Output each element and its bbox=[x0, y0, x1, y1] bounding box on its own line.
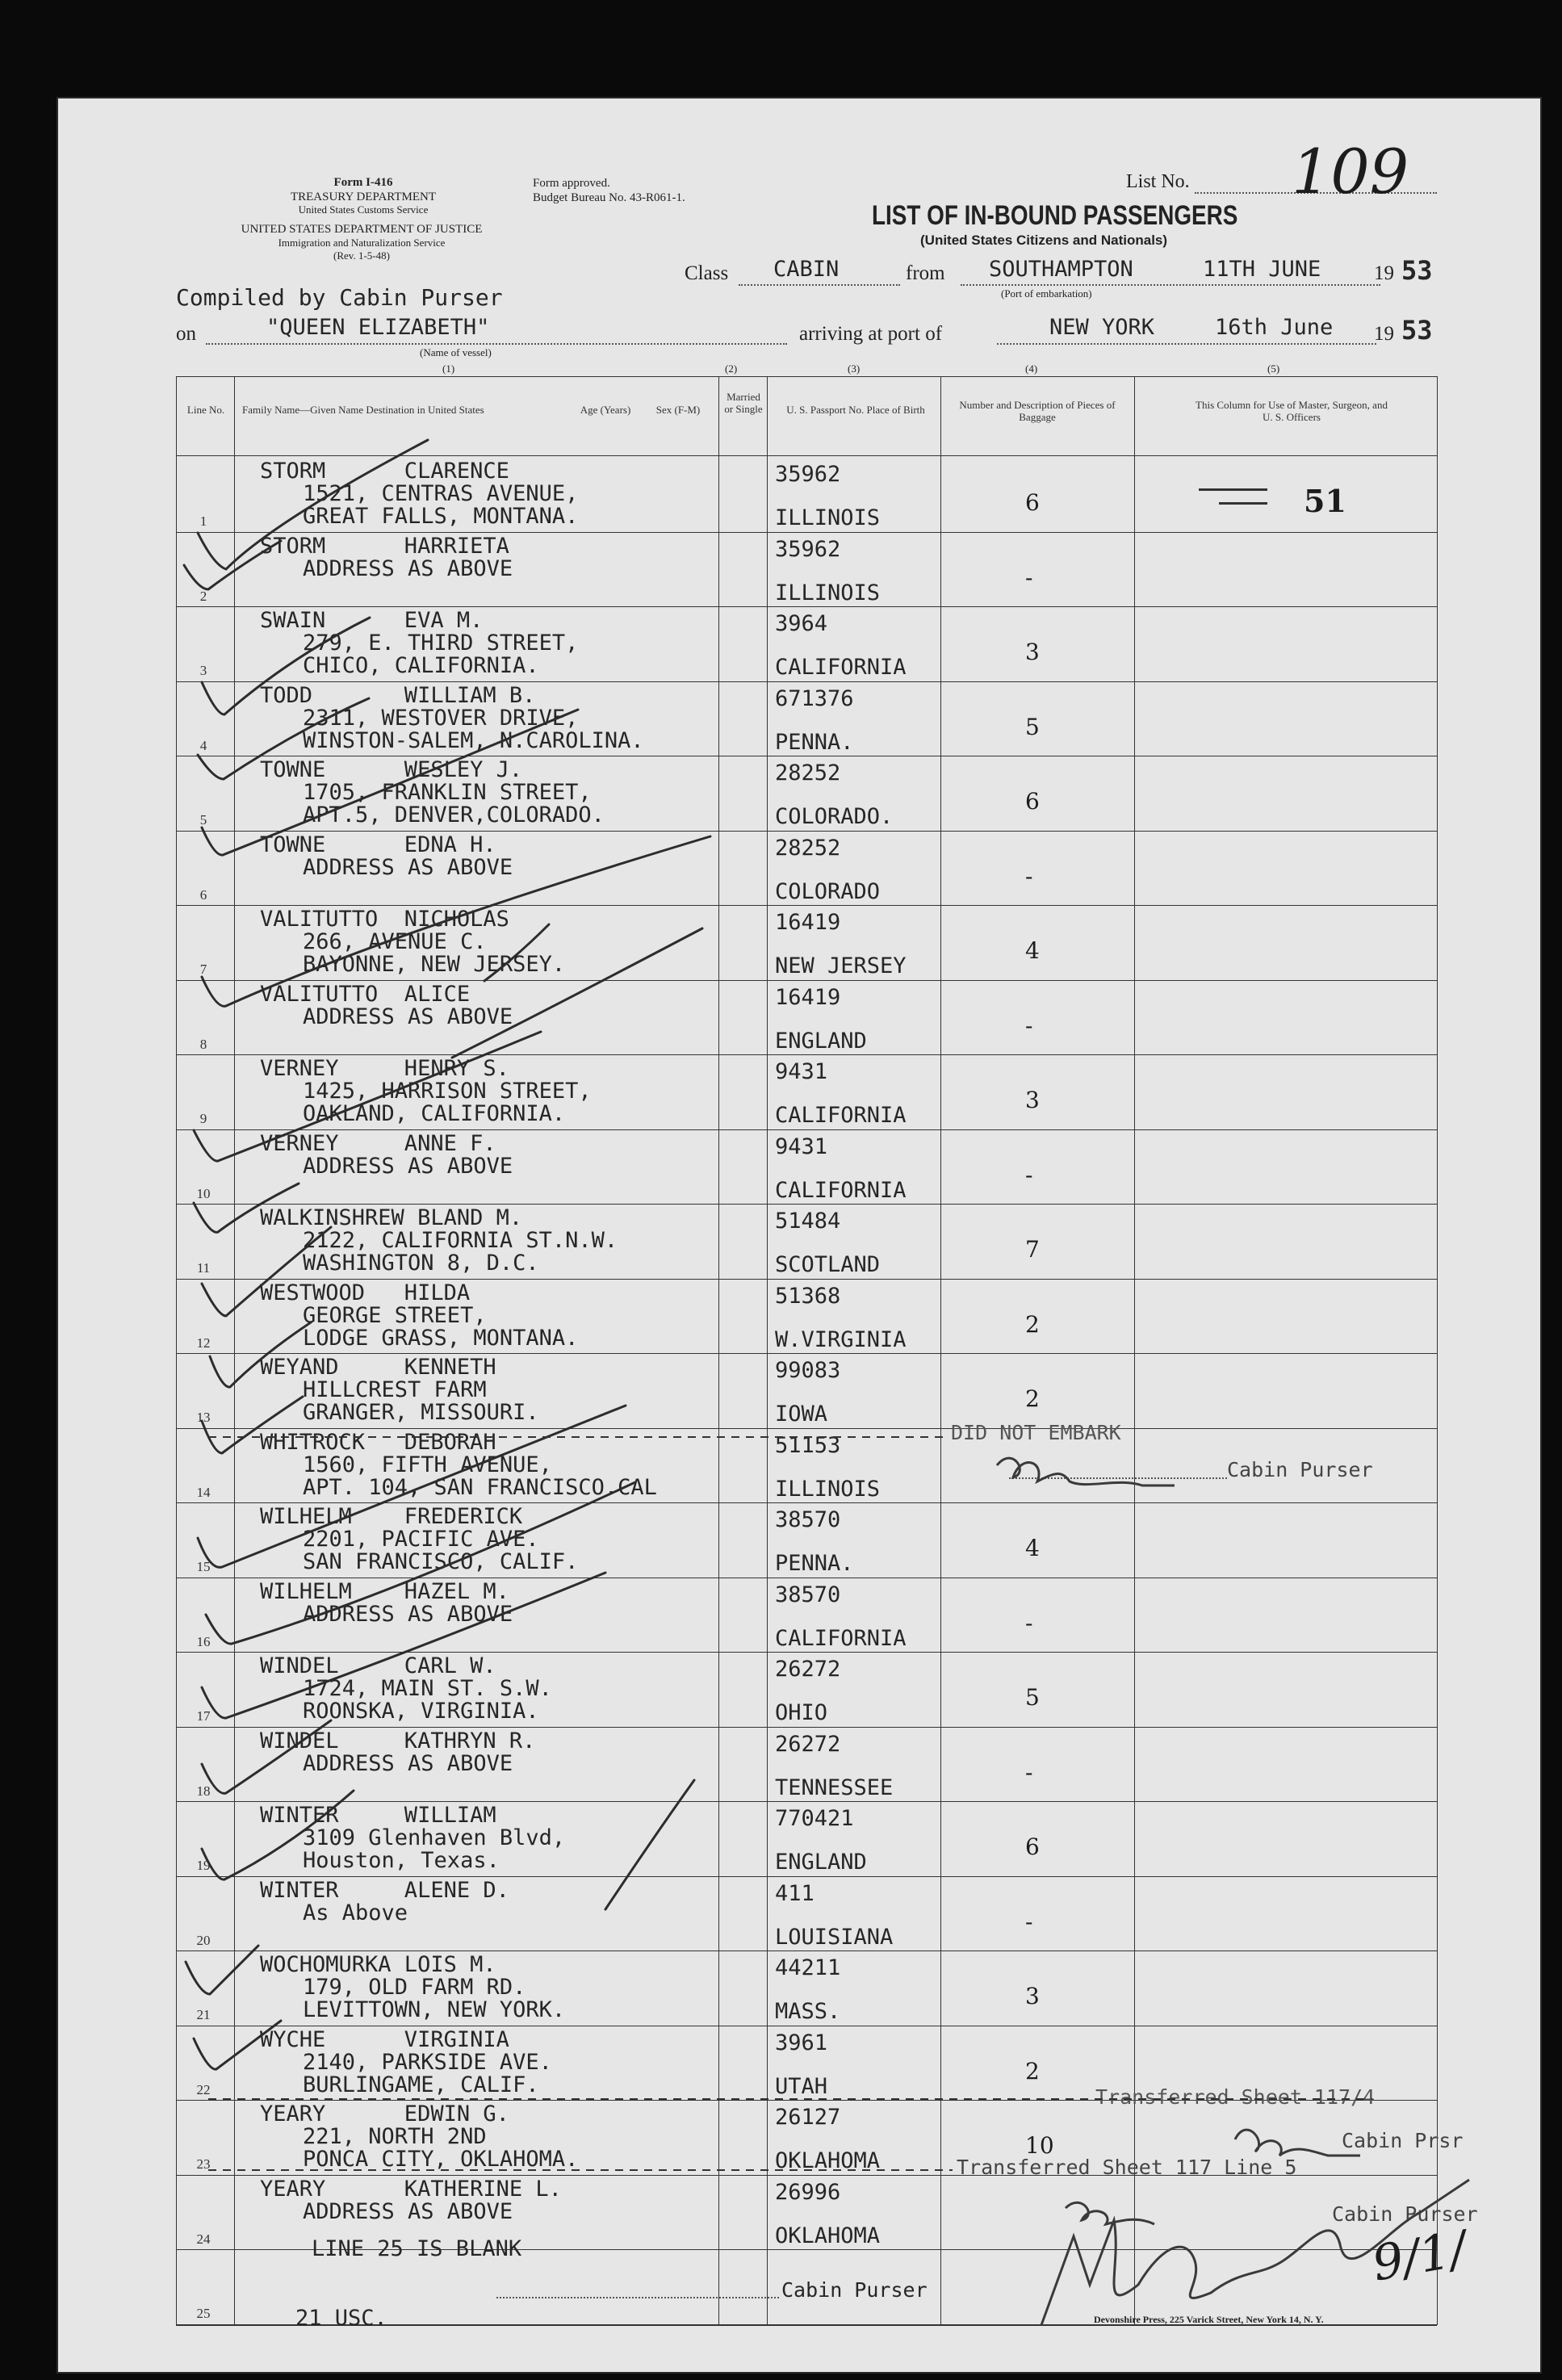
place-of-birth: CALIFORNIA bbox=[775, 1103, 907, 1128]
place-of-birth: LOUISIANA bbox=[775, 1924, 894, 1950]
passport-number: 9431 bbox=[775, 1059, 828, 1084]
passenger-address-2: PONCA CITY, OKLAHOMA. bbox=[303, 2147, 579, 2172]
revision: (Rev. 1-5-48) bbox=[333, 249, 390, 262]
cabin-purser-14: Cabin Purser bbox=[1227, 1458, 1373, 1481]
place-of-birth: CALIFORNIA bbox=[775, 1177, 907, 1203]
check-mark bbox=[202, 836, 710, 1006]
place-of-birth: CALIFORNIA bbox=[775, 655, 907, 680]
passenger-name: STORM CLARENCE bbox=[260, 459, 509, 484]
cabin-prsr-23: Cabin Prsr bbox=[1342, 2129, 1464, 2152]
passenger-address-1: 221, NORTH 2ND bbox=[303, 2124, 487, 2149]
passenger-address-1: ADDRESS AS ABOVE bbox=[303, 1601, 513, 1627]
baggage-count: - bbox=[1025, 862, 1033, 890]
check-mark bbox=[605, 1780, 694, 1909]
passenger-address-1: ADDRESS AS ABOVE bbox=[303, 854, 513, 880]
passenger-name: WHITROCK DEBORAH bbox=[260, 1429, 496, 1455]
place-of-birth: OKLAHOMA bbox=[775, 2148, 881, 2173]
purser-signature bbox=[1066, 2202, 1154, 2224]
passenger-name: VALITUTTO ALICE bbox=[260, 981, 471, 1007]
passenger-address-1: 2140, PARKSIDE AVE. bbox=[303, 2049, 552, 2075]
passenger-name: YEARY EDWIN G. bbox=[260, 2101, 509, 2126]
passport-number: 3961 bbox=[775, 2030, 828, 2055]
passenger-address-2: SAN FRANCISCO, CALIF. bbox=[303, 1549, 579, 1574]
check-mark bbox=[194, 1184, 299, 1232]
passenger-name: SWAIN EVA M. bbox=[260, 608, 484, 633]
row-number: 10 bbox=[196, 1185, 211, 1201]
arrival-port: NEW YORK bbox=[1049, 315, 1155, 340]
place-of-birth: PENNA. bbox=[775, 729, 854, 755]
place-of-birth: IOWA bbox=[775, 1402, 828, 1427]
footer-cabin-purser: Cabin Purser bbox=[781, 2278, 928, 2302]
passenger-name: WILHELM HAZEL M. bbox=[260, 1578, 509, 1604]
page-title: LIST OF IN-BOUND PASSENGERS bbox=[872, 200, 1238, 231]
vessel-name: "QUEEN ELIZABETH" bbox=[266, 315, 490, 340]
passenger-address-2: BAYONNE, NEW JERSEY. bbox=[303, 952, 566, 977]
passenger-address-1: 2201, PACIFIC AVE. bbox=[303, 1527, 539, 1552]
col-married-header: Married or Single bbox=[724, 391, 763, 415]
baggage-count: 2 bbox=[1025, 1310, 1040, 1338]
officer-count: 51 bbox=[1304, 483, 1346, 519]
from-label: from bbox=[906, 262, 945, 284]
passport-number: 38570 bbox=[775, 1582, 841, 1607]
passenger-address-1: GEORGE STREET, bbox=[303, 1302, 487, 1328]
justice-dept: UNITED STATES DEPARTMENT OF JUSTICE bbox=[241, 223, 483, 236]
arrival-year-prefix: 19 bbox=[1374, 323, 1394, 345]
passenger-address-1: HILLCREST FARM bbox=[303, 1377, 487, 1402]
passenger-address-2: GRANGER, MISSOURI. bbox=[303, 1400, 539, 1425]
col-sex-header: Sex (F-M) bbox=[655, 404, 701, 416]
row-number: 16 bbox=[196, 1633, 211, 1649]
col-num-4: (4) bbox=[1025, 362, 1038, 375]
row-number: 24 bbox=[196, 2231, 211, 2247]
baggage-count: 4 bbox=[1025, 937, 1040, 964]
col-num-3: (3) bbox=[848, 362, 861, 375]
arrival-date: 16th June bbox=[1215, 315, 1334, 340]
col-officers-header: This Column for Use of Master, Surgeon, and U. S. Officers bbox=[1196, 399, 1388, 423]
passport-number: 28252 bbox=[775, 761, 841, 786]
budget-bureau: Budget Bureau No. 43-R061-1. bbox=[533, 191, 685, 204]
passenger-address-1: As Above bbox=[303, 1900, 408, 1925]
passenger-address-2: OAKLAND, CALIFORNIA. bbox=[303, 1101, 566, 1126]
passenger-name: TOWNE WESLEY J. bbox=[260, 757, 523, 782]
purser-signature bbox=[1235, 2130, 1360, 2156]
passenger-name: WINDEL KATHRYN R. bbox=[260, 1728, 536, 1754]
depart-date: 11TH JUNE bbox=[1203, 257, 1321, 282]
place-of-birth: ENGLAND bbox=[775, 1028, 867, 1054]
passenger-address-2: LODGE GRASS, MONTANA. bbox=[303, 1325, 579, 1351]
passport-number: 3964 bbox=[775, 611, 828, 636]
passenger-address-2: WINSTON-SALEM, N.CAROLINA. bbox=[303, 727, 644, 753]
passenger-address-1: 1425, HARRISON STREET, bbox=[303, 1079, 592, 1104]
check-mark bbox=[186, 1946, 258, 1994]
row-number: 20 bbox=[196, 1932, 211, 1948]
passenger-name: WEYAND KENNETH bbox=[260, 1355, 496, 1380]
row-number: 7 bbox=[199, 962, 207, 977]
compiled-by: Compiled by Cabin Purser bbox=[176, 284, 503, 311]
check-mark bbox=[202, 1791, 354, 1879]
row-number: 14 bbox=[196, 1484, 211, 1500]
passenger-address-2: GREAT FALLS, MONTANA. bbox=[303, 504, 579, 529]
check-mark bbox=[210, 1322, 311, 1387]
passport-number: 51153 bbox=[775, 1432, 841, 1458]
baggage-count: - bbox=[1025, 1161, 1033, 1188]
check-mark bbox=[198, 1406, 626, 1567]
place-of-birth: COLORADO bbox=[775, 878, 881, 904]
baggage-count: 3 bbox=[1025, 639, 1040, 665]
passport-number: 26127 bbox=[775, 2105, 841, 2130]
check-mark bbox=[202, 1227, 331, 1316]
did-not-embark: DID NOT EMBARK bbox=[951, 1421, 1121, 1444]
passenger-address-1: ADDRESS AS ABOVE bbox=[303, 555, 513, 581]
passport-number: 44211 bbox=[775, 1955, 841, 1980]
place-of-birth: CALIFORNIA bbox=[775, 1625, 907, 1651]
passport-number: 38570 bbox=[775, 1507, 841, 1532]
depart-year-prefix: 19 bbox=[1374, 262, 1394, 284]
row-number: 22 bbox=[196, 2081, 211, 2097]
place-of-birth: COLORADO. bbox=[775, 804, 894, 829]
place-of-birth: SCOTLAND bbox=[775, 1252, 881, 1277]
footer-code: 21 USC. bbox=[295, 2306, 387, 2331]
embark-caption: (Port of embarkation) bbox=[1001, 287, 1092, 300]
row-number: 3 bbox=[199, 663, 207, 678]
check-mark bbox=[198, 440, 428, 569]
row-number: 19 bbox=[196, 1858, 211, 1873]
passenger-name: WYCHE VIRGINIA bbox=[260, 2026, 509, 2052]
check-mark bbox=[452, 928, 702, 1058]
baggage-count: 3 bbox=[1025, 1983, 1040, 2009]
passenger-address-1: ADDRESS AS ABOVE bbox=[303, 1153, 513, 1179]
passenger-address-2: APT.5, DENVER,COLORADO. bbox=[303, 802, 605, 828]
baggage-count: 4 bbox=[1025, 1535, 1040, 1561]
place-of-birth: PENNA. bbox=[775, 1551, 854, 1576]
col-passport-header: U. S. Passport No. Place of Birth bbox=[786, 404, 925, 416]
check-mark bbox=[198, 698, 369, 779]
class-value: CABIN bbox=[773, 257, 840, 282]
passenger-address-2: WASHINGTON 8, D.C. bbox=[303, 1251, 539, 1276]
transferred-23: Transferred Sheet 117/4 bbox=[1095, 2085, 1376, 2109]
col-num-1: (1) bbox=[442, 362, 455, 375]
place-of-birth: W.VIRGINIA bbox=[775, 1326, 907, 1352]
check-mark bbox=[194, 1032, 541, 1161]
baggage-count: 7 bbox=[1025, 1236, 1040, 1263]
place-of-birth: ENGLAND bbox=[775, 1850, 867, 1875]
vessel-caption: (Name of vessel) bbox=[420, 346, 492, 358]
passenger-address-1: 1724, MAIN ST. S.W. bbox=[303, 1676, 552, 1701]
col-num-5: (5) bbox=[1267, 362, 1280, 375]
passenger-name: STORM HARRIETA bbox=[260, 533, 509, 559]
stamp-date: 9/1/ bbox=[1367, 2220, 1471, 2293]
baggage-count: 6 bbox=[1025, 489, 1040, 516]
form-number: Form I-416 bbox=[333, 176, 393, 189]
passenger-name: YEARY KATHERINE L. bbox=[260, 2176, 562, 2202]
passport-number: 35962 bbox=[775, 462, 841, 487]
col-line-header: Line No. bbox=[186, 404, 225, 416]
passenger-address-1: ADDRESS AS ABOVE bbox=[303, 1004, 513, 1029]
passport-number: 16419 bbox=[775, 910, 841, 935]
passport-number: 51368 bbox=[775, 1283, 841, 1309]
check-mark bbox=[202, 618, 370, 714]
row-number: 9 bbox=[199, 1111, 207, 1126]
row-number: 21 bbox=[196, 2007, 211, 2022]
row-number: 12 bbox=[196, 1335, 211, 1351]
passenger-name: WOCHOMURKA LOIS M. bbox=[260, 1952, 496, 1977]
passenger-address-2: APT. 104, SAN FRANCISCO.CAL bbox=[303, 1474, 657, 1500]
passenger-address-1: 1560, FIFTH AVENUE, bbox=[303, 1452, 552, 1477]
place-of-birth: OHIO bbox=[775, 1700, 828, 1725]
passenger-address-1: 179, OLD FARM RD. bbox=[303, 1975, 526, 2000]
passenger-name: WALKINSHREW BLAND M. bbox=[260, 1205, 523, 1230]
row-number: 2 bbox=[199, 588, 207, 604]
passenger-address-1: 266, AVENUE C. bbox=[303, 929, 487, 954]
place-of-birth: TENNESSEE bbox=[775, 1775, 894, 1800]
on-label: on bbox=[176, 323, 196, 345]
place-of-birth: ILLINOIS bbox=[775, 505, 881, 530]
baggage-count: 3 bbox=[1025, 1087, 1040, 1113]
row-number: 17 bbox=[196, 1708, 211, 1724]
passport-number: 51484 bbox=[775, 1209, 841, 1234]
place-of-birth: UTAH bbox=[775, 2073, 828, 2099]
passenger-address-2: Houston, Texas. bbox=[303, 1848, 500, 1873]
passport-number: 411 bbox=[775, 1880, 815, 1906]
passport-number: 26272 bbox=[775, 1731, 841, 1757]
check-mark bbox=[202, 1573, 605, 1718]
baggage-count: - bbox=[1025, 1012, 1033, 1039]
treasury-dept: TREASURY DEPARTMENT bbox=[290, 191, 437, 203]
arrival-year: 53 bbox=[1401, 315, 1433, 346]
row-number: 4 bbox=[199, 737, 207, 753]
baggage-count: - bbox=[1025, 1758, 1033, 1786]
check-mark bbox=[184, 541, 281, 589]
passport-number: 770421 bbox=[775, 1806, 854, 1831]
ins-service: Immigration and Naturalization Service bbox=[278, 237, 446, 249]
embark-port: SOUTHAMPTON bbox=[989, 257, 1133, 282]
depart-year: 53 bbox=[1401, 255, 1433, 286]
row-number: 23 bbox=[196, 2156, 211, 2172]
passenger-address-2: CHICO, CALIFORNIA. bbox=[303, 653, 539, 678]
row-number: 5 bbox=[199, 812, 207, 828]
passport-number: 9431 bbox=[775, 1133, 828, 1159]
cabin-purser-24: Cabin Purser bbox=[1332, 2202, 1478, 2226]
place-of-birth: MASS. bbox=[775, 1999, 841, 2024]
passenger-address-2: ROONSKA, VIRGINIA. bbox=[303, 1699, 539, 1724]
col-num-2: (2) bbox=[725, 362, 738, 375]
place-of-birth: OKLAHOMA bbox=[775, 2223, 881, 2248]
passenger-name: VALITUTTO NICHOLAS bbox=[260, 907, 509, 932]
baggage-count: 5 bbox=[1025, 1684, 1040, 1711]
passport-number: 16419 bbox=[775, 984, 841, 1010]
col-age-header: Age (Years) bbox=[580, 404, 631, 416]
row-number: 15 bbox=[196, 1559, 211, 1574]
passenger-name: VERNEY ANNE F. bbox=[260, 1130, 496, 1156]
passport-number: 99083 bbox=[775, 1358, 841, 1383]
baggage-count: 10 bbox=[1025, 2132, 1054, 2159]
passenger-address-1: 2311, WESTOVER DRIVE, bbox=[303, 705, 579, 731]
passenger-address-1: 279, E. THIRD STREET, bbox=[303, 631, 579, 656]
passenger-name: VERNEY HENRY S. bbox=[260, 1056, 509, 1081]
place-of-birth: NEW JERSEY bbox=[775, 953, 907, 978]
row-number: 6 bbox=[199, 886, 207, 903]
passport-number: 26996 bbox=[775, 2179, 841, 2205]
baggage-count: 6 bbox=[1025, 788, 1040, 815]
baggage-count: - bbox=[1025, 1609, 1033, 1636]
customs-service: United States Customs Service bbox=[298, 203, 429, 216]
passport-number: 26272 bbox=[775, 1657, 841, 1682]
baggage-count: - bbox=[1025, 564, 1033, 591]
row-number: 25 bbox=[196, 2306, 211, 2321]
passenger-name: WESTWOOD HILDA bbox=[260, 1280, 471, 1305]
officer-signature bbox=[1041, 2180, 1469, 2325]
passenger-address-1: 1521, CENTRAS AVENUE, bbox=[303, 481, 579, 506]
form-approved: Form approved. bbox=[533, 177, 610, 190]
baggage-count: 5 bbox=[1025, 713, 1040, 740]
place-of-birth: ILLINOIS bbox=[775, 1476, 881, 1502]
list-number: 109 bbox=[1292, 136, 1409, 207]
list-no-label: List No. bbox=[1126, 171, 1190, 192]
row-number: 13 bbox=[196, 1410, 211, 1425]
row-number: 11 bbox=[196, 1260, 211, 1276]
passenger-address-1: ADDRESS AS ABOVE bbox=[303, 2198, 513, 2224]
col-baggage-header: Number and Description of Pieces of Baggage bbox=[959, 399, 1116, 423]
row-number: 8 bbox=[199, 1036, 207, 1052]
baggage-count: 2 bbox=[1025, 2057, 1040, 2085]
passenger-name: WINTER ALENE D. bbox=[260, 1877, 509, 1903]
place-of-birth: ILLINOIS bbox=[775, 580, 881, 605]
check-mark bbox=[202, 1720, 331, 1793]
passenger-address-1: ADDRESS AS ABOVE bbox=[303, 1750, 513, 1776]
passenger-name: WINDEL CARL W. bbox=[260, 1653, 496, 1678]
passport-number: 35962 bbox=[775, 536, 841, 562]
passenger-address-1: 2122, CALIFORNIA ST.N.W. bbox=[303, 1228, 618, 1253]
passenger-address-1: 3109 Glenhaven Blvd, bbox=[303, 1825, 566, 1850]
passenger-name: TODD WILLIAM B. bbox=[260, 682, 536, 708]
baggage-count: 6 bbox=[1025, 1833, 1040, 1860]
passenger-address-2: BURLINGAME, CALIF. bbox=[303, 2072, 539, 2097]
transferred-24: Transferred Sheet 117 Line 5 bbox=[957, 2156, 1297, 2179]
baggage-count: 2 bbox=[1025, 1385, 1040, 1412]
check-mark bbox=[484, 924, 549, 981]
check-mark bbox=[206, 1482, 635, 1644]
row-number: 18 bbox=[196, 1783, 211, 1799]
passenger-name: WINTER WILLIAM bbox=[260, 1803, 496, 1828]
page-subtitle: (United States Citizens and Nationals) bbox=[920, 233, 1168, 248]
printer-credit: Devonshire Press, 225 Varick Street, New York 14, N. Y. bbox=[1094, 2314, 1324, 2325]
line25-blank: LINE 25 IS BLANK bbox=[312, 2236, 522, 2261]
passenger-address-2: LEVITTOWN, NEW YORK. bbox=[303, 1997, 566, 2022]
row-number: 1 bbox=[199, 513, 207, 529]
baggage-count: - bbox=[1025, 1908, 1033, 1935]
check-mark bbox=[202, 1397, 303, 1453]
check-mark bbox=[194, 2021, 281, 2069]
passenger-address-1: 1705, FRANKLIN STREET, bbox=[303, 780, 592, 805]
passenger-name: WILHELM FREDERICK bbox=[260, 1504, 523, 1529]
passenger-name: TOWNE EDNA H. bbox=[260, 832, 496, 857]
class-label: Class bbox=[685, 262, 729, 284]
passport-number: 28252 bbox=[775, 835, 841, 861]
col-name-header: Family Name—Given Name Destination in United States bbox=[242, 404, 484, 416]
passport-number: 671376 bbox=[775, 685, 854, 711]
check-mark bbox=[202, 710, 578, 855]
arriving-label: arriving at port of bbox=[799, 323, 943, 345]
purser-signature bbox=[997, 1458, 1175, 1485]
